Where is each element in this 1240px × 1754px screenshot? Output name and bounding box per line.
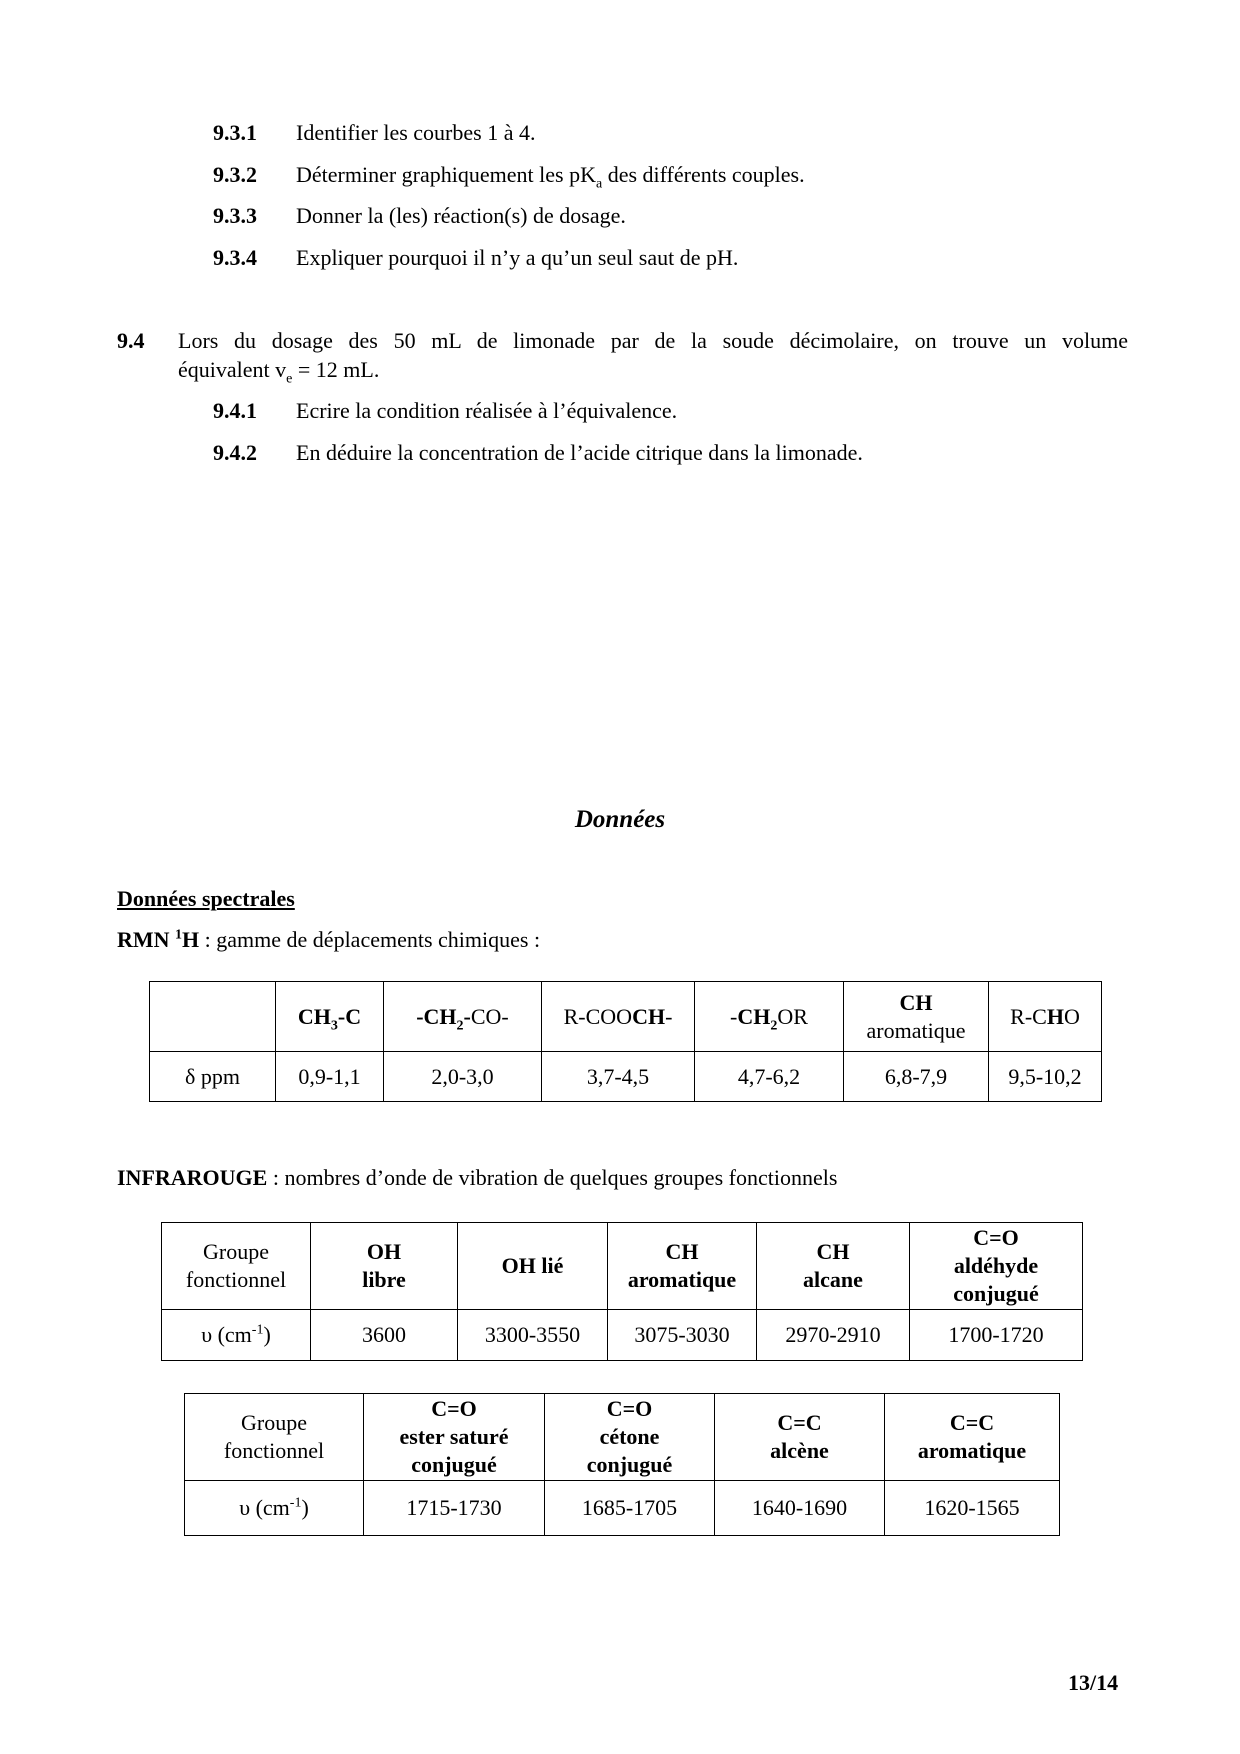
table-header: $CH_3-C$ [276,982,384,1052]
row-label: υ $(cm^{-1})$ [162,1310,311,1361]
question-text: Donner la (les) réaction(s) de dosage. [296,203,626,228]
table-row [162,1223,1083,1310]
question-text: Expliquer pourquoi il n’y a qu’un seul saut de pH. [296,245,739,270]
question-line-1: Lors du dosage des 50 mL de limonade par de la soude décimolaire, on trouve un volume [178,328,1128,353]
page-number: 13/14 [1068,1670,1119,1695]
table-header: $-CH_2OR$ [695,982,844,1052]
table-header: CH aromatique [608,1223,757,1310]
table-header: C=C alcène [715,1394,885,1481]
question-text: Déterminer graphiquement les $pK_a$ des différents couples. [296,162,805,192]
section-title: Données [574,806,666,833]
table-cell: 0,9-1,1 [276,1052,384,1102]
table-row [162,1310,1083,1361]
row-label: δ ppm [150,1052,276,1102]
table-cell: 3,7-4,5 [542,1052,695,1102]
table-header: OH lié [458,1223,608,1310]
question-number: 9.4 [117,328,145,353]
question-number: 9.4.2 [213,440,257,465]
question-number: 9.3.2 [213,162,257,187]
table-header: OH libre [311,1223,458,1310]
question-line-2: équivalent $v_e = 12$ mL. [178,357,380,387]
question-number: 9.3.4 [213,245,257,270]
table-row [150,1052,1102,1102]
subsection-title: Données spectrales [117,886,295,911]
table-row [150,982,1102,1052]
ir-table-1 [161,1222,1083,1361]
table-header: C=O ester saturé conjugué [364,1394,545,1481]
table-cell: 2970-2910 [757,1310,910,1361]
table-cell: 3075-3030 [608,1310,757,1361]
table-row [185,1394,1060,1481]
table-cell: 3300-3550 [458,1310,608,1361]
question-text: En déduire la concentration de l’acide citrique dans la limonade. [296,440,863,465]
table-header: C=O aldéhyde conjugué [910,1223,1083,1310]
table-cell: 1685-1705 [545,1481,715,1536]
table-cell: 3600 [311,1310,458,1361]
table-cell: 1715-1730 [364,1481,545,1536]
question-text: Identifier les courbes 1 à 4. [296,120,536,145]
table-cell: 2,0-3,0 [384,1052,542,1102]
rmn-table [149,981,1102,1102]
table-cell-empty [150,982,276,1052]
ir-label: INFRAROUGE : nombres d’onde de vibration de quelques groupes fonctionnels [117,1165,838,1190]
question-text: Ecrire la condition réalisée à l’équivalence. [296,398,678,423]
ir-table-2 [184,1393,1060,1536]
table-header: R-COOCH- [542,982,695,1052]
table-cell: 6,8-7,9 [844,1052,989,1102]
table-header: CH aromatique [844,982,989,1052]
row-label: υ $(cm^{-1})$ [185,1481,364,1536]
table-row [185,1481,1060,1536]
table-cell: 4,7-6,2 [695,1052,844,1102]
table-cell: 1620-1565 [885,1481,1060,1536]
table-cell: 1640-1690 [715,1481,885,1536]
question-number: 9.3.1 [213,120,257,145]
question-number: 9.3.3 [213,203,257,228]
table-header: C=C aromatique [885,1394,1060,1481]
table-header: C=O cétone conjugué [545,1394,715,1481]
table-header: $-CH_2-CO-$ [384,982,542,1052]
table-cell: 1700-1720 [910,1310,1083,1361]
question-number: 9.4.1 [213,398,257,423]
table-header: R-CHO [989,982,1102,1052]
table-header: CH alcane [757,1223,910,1310]
group-label: Groupe fonctionnel [185,1394,364,1481]
table-cell: 9,5-10,2 [989,1052,1102,1102]
rmn-label: RMN $^1$H : gamme de déplacements chimiques : [117,927,541,952]
group-label: Groupe fonctionnel [162,1223,311,1310]
